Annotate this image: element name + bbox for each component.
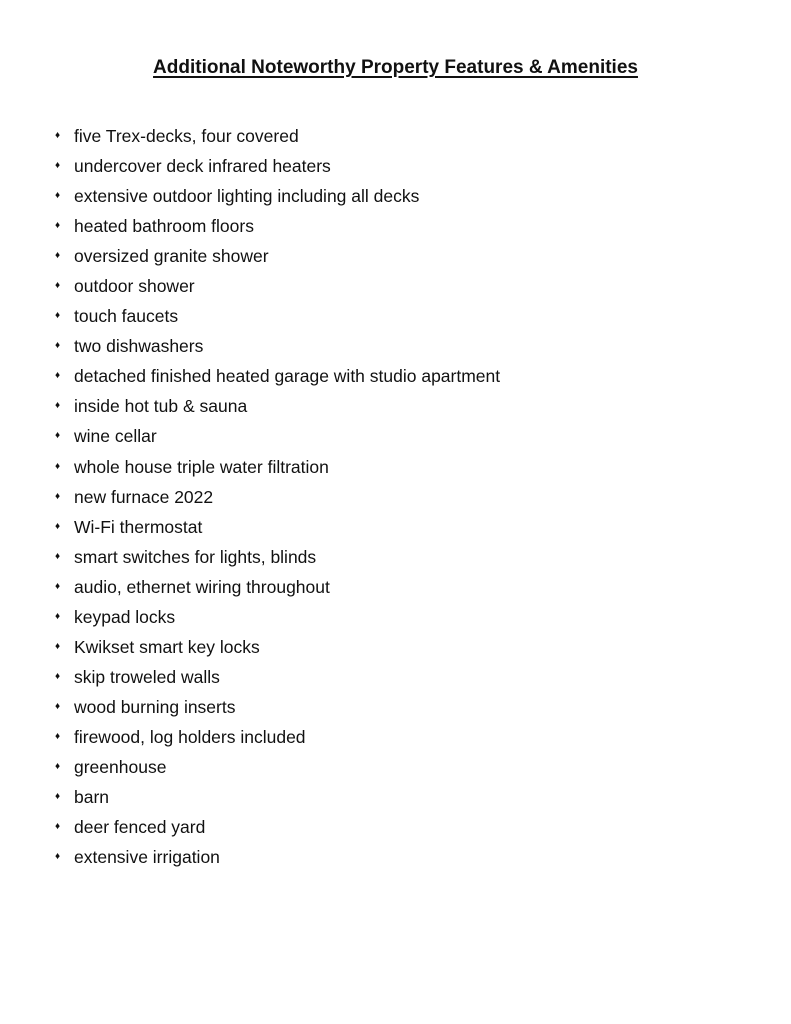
feature-item xyxy=(50,572,500,602)
feature-item xyxy=(50,482,500,512)
diamond-bullet-icon: ♦ xyxy=(55,730,61,742)
feature-item xyxy=(50,241,500,271)
feature-text: greenhouse xyxy=(74,757,167,777)
diamond-bullet-icon: ♦ xyxy=(55,791,61,803)
feature-item xyxy=(50,842,500,872)
feature-text: skip troweled walls xyxy=(74,666,220,687)
feature-item xyxy=(50,512,500,542)
diamond-bullet-icon: ♦ xyxy=(55,280,61,292)
feature-text: outdoor shower xyxy=(74,276,195,297)
feature-item xyxy=(50,421,500,451)
feature-text: Kwikset smart key locks xyxy=(74,636,260,657)
feature-text: whole house triple water filtration xyxy=(74,456,329,477)
feature-text: undercover deck infrared heaters xyxy=(74,156,331,177)
feature-item xyxy=(50,452,500,482)
feature-text: heated bathroom floors xyxy=(74,216,254,237)
diamond-bullet-icon: ♦ xyxy=(55,851,61,863)
feature-item xyxy=(50,812,500,842)
feature-item xyxy=(50,361,500,391)
feature-item xyxy=(50,542,500,572)
feature-item xyxy=(50,121,500,151)
feature-text: wine cellar xyxy=(74,426,157,447)
feature-item xyxy=(50,662,500,692)
diamond-bullet-icon: ♦ xyxy=(55,190,61,202)
diamond-bullet-icon: ♦ xyxy=(55,490,61,502)
diamond-bullet-icon: ♦ xyxy=(55,430,61,442)
feature-text: detached finished heated garage with studio apartment xyxy=(74,366,501,387)
feature-item xyxy=(50,692,500,722)
diamond-bullet-icon: ♦ xyxy=(55,340,61,352)
feature-text: inside hot tub & sauna xyxy=(74,396,248,417)
diamond-bullet-icon: ♦ xyxy=(55,130,61,142)
feature-text: touch faucets xyxy=(74,306,179,327)
feature-item xyxy=(50,722,500,752)
feature-text: barn xyxy=(74,787,110,808)
feature-text: oversized granite shower xyxy=(74,246,269,267)
diamond-bullet-icon: ♦ xyxy=(55,520,61,532)
feature-text: deer fenced yard xyxy=(74,817,206,838)
feature-text: keypad locks xyxy=(74,606,176,627)
feature-text: new furnace 2022 xyxy=(74,486,214,507)
feature-text: extensive outdoor lighting including all decks xyxy=(74,186,420,207)
feature-text: extensive irrigation xyxy=(74,847,220,868)
diamond-bullet-icon: ♦ xyxy=(55,610,61,622)
diamond-bullet-icon: ♦ xyxy=(55,580,61,592)
diamond-bullet-icon: ♦ xyxy=(55,370,61,382)
feature-item xyxy=(50,181,500,211)
feature-list xyxy=(50,121,500,872)
feature-item xyxy=(50,752,500,782)
feature-text: audio, ethernet wiring throughout xyxy=(74,576,330,597)
diamond-bullet-icon: ♦ xyxy=(55,250,61,262)
diamond-bullet-icon: ♦ xyxy=(55,670,61,682)
feature-item xyxy=(50,331,500,361)
diamond-bullet-icon: ♦ xyxy=(55,160,61,172)
feature-text: wood burning inserts xyxy=(74,696,236,717)
feature-item xyxy=(50,391,500,421)
diamond-bullet-icon: ♦ xyxy=(55,220,61,232)
feature-text: Wi-Fi thermostat xyxy=(74,516,203,537)
feature-item xyxy=(50,211,500,241)
feature-text: firewood, log holders included xyxy=(74,726,306,747)
feature-item xyxy=(50,602,500,632)
diamond-bullet-icon: ♦ xyxy=(55,700,61,712)
diamond-bullet-icon: ♦ xyxy=(55,400,61,412)
diamond-bullet-icon: ♦ xyxy=(55,550,61,562)
feature-item xyxy=(50,782,500,812)
feature-text: two dishwashers xyxy=(74,336,204,357)
diamond-bullet-icon: ♦ xyxy=(55,310,61,322)
feature-text: smart switches for lights, blinds xyxy=(74,546,317,567)
diamond-bullet-icon: ♦ xyxy=(55,640,61,652)
feature-item xyxy=(50,632,500,662)
feature-item xyxy=(50,301,500,331)
diamond-bullet-icon: ♦ xyxy=(55,460,61,472)
diamond-bullet-icon: ♦ xyxy=(55,821,61,833)
feature-item xyxy=(50,151,500,181)
feature-text: five Trex-decks, four covered xyxy=(74,126,299,147)
feature-item xyxy=(50,271,500,301)
diamond-bullet-icon: ♦ xyxy=(55,761,61,772)
document-title: Additional Noteworthy Property Features & Amenities xyxy=(153,57,638,78)
